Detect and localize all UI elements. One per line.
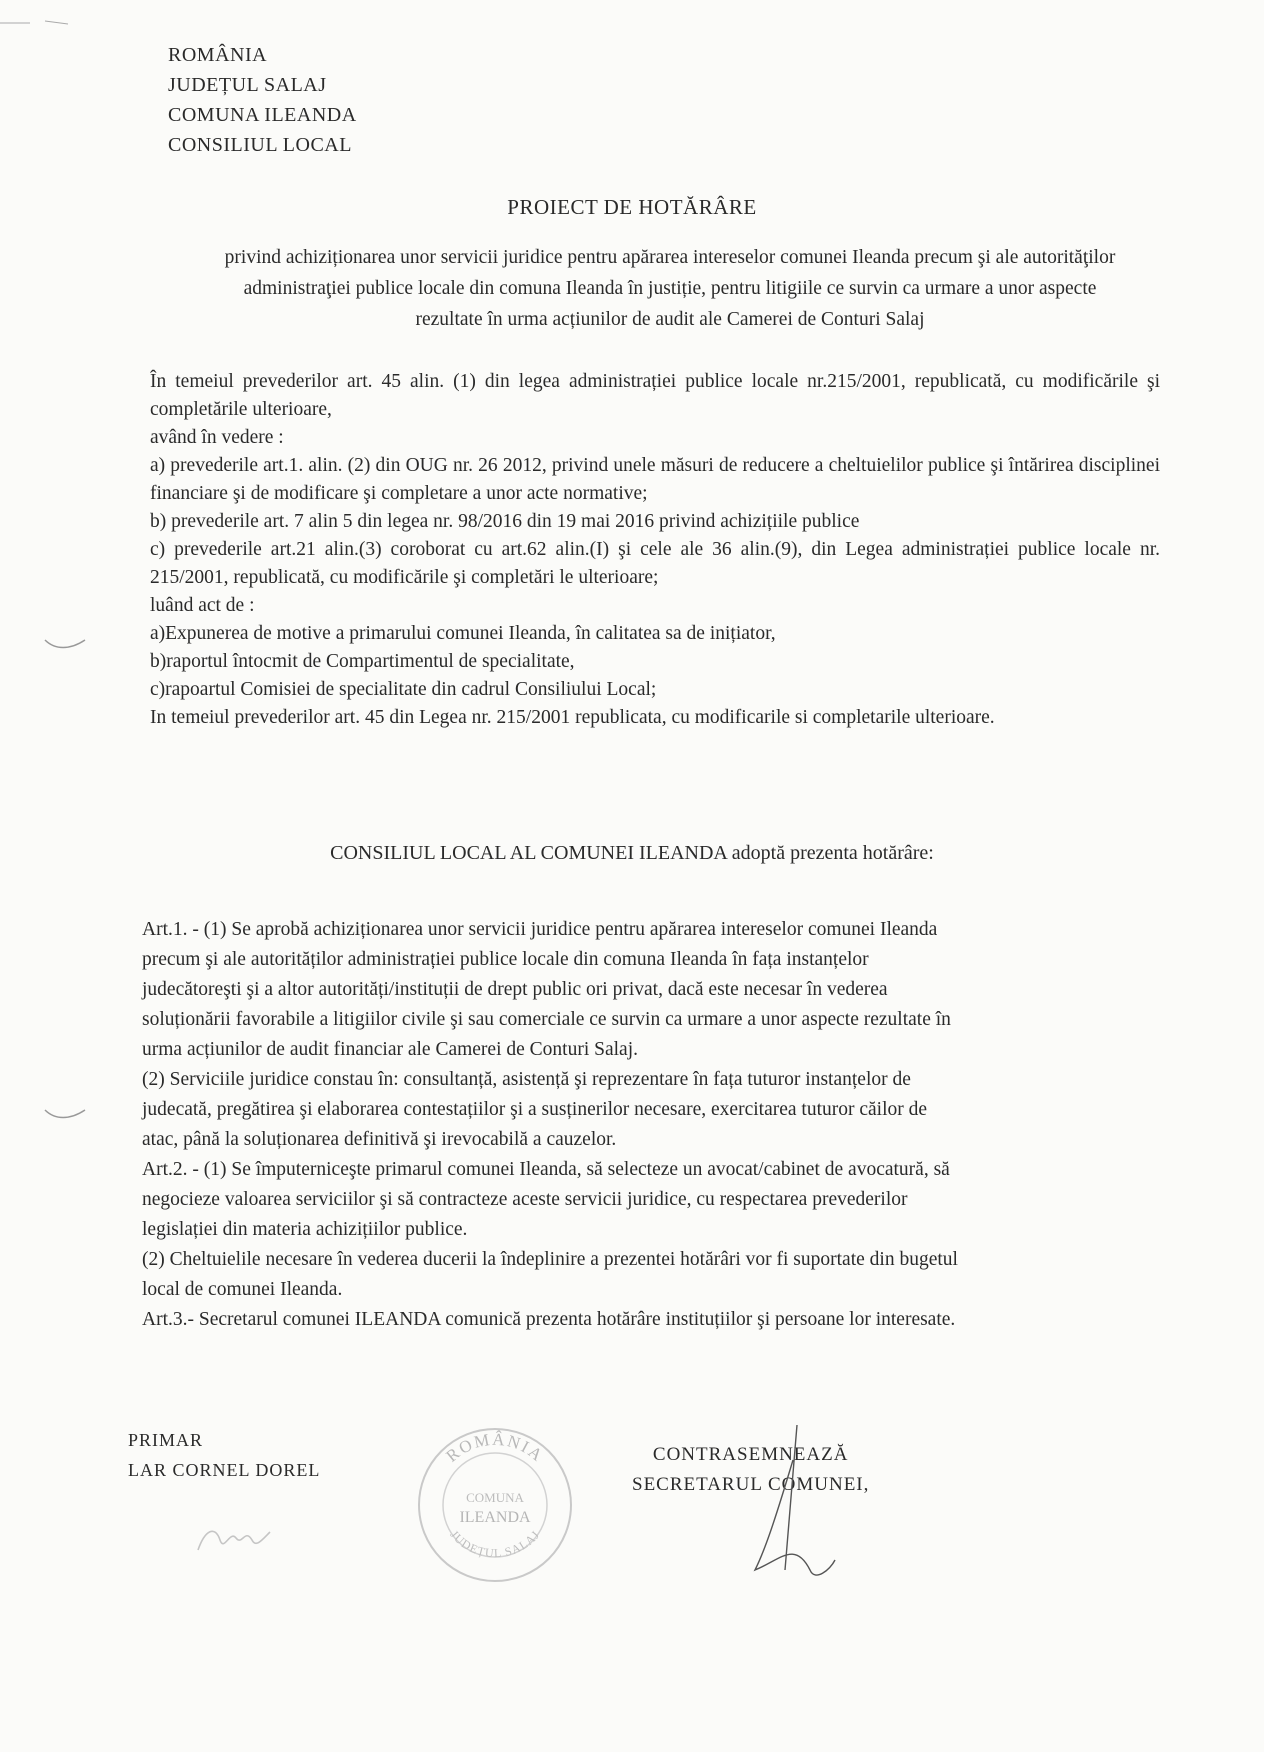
preamble-paragraph: luând act de : [150,595,255,616]
mayor-name: LAR CORNEL DOREL [128,1460,321,1480]
article-paragraph: Art.1. - (1) Se aprobă achiziționarea unor servicii juridice pentru apărarea intereselor comunei Ileanda precum şi ale autorităților administrației publice locale din comuna Ileanda în fața instanțelor judecătoreşti şi a altor autorități/instituții de drept public ori privat, dacă este necesar în vederea soluționării favorabile a litigiilor civile şi sau comerciale ce survin ca urmare a unor aspecte rezultate în urma acțiunilor de audit financiar ale Camerei de Conturi Salaj. [142,919,951,1060]
preamble-paragraph: In temeiul prevederilor art. 45 din Legea nr. 215/2001 republicata, cu modificarile si completarile ulterioare. [150,707,995,728]
article-paragraph: (2) Serviciile juridice constau în: consultanță, asistență şi reprezentare în fața tuturor instanțelor de judecată, pregătirea şi elaborarea contestațiilor şi a susținerilor necesare, exercitarea tuturor căilor de atac, până la soluționarea definitivă şi irevocabilă a cauzelor. [142,1069,928,1150]
header-council: CONSILIUL LOCAL [168,134,352,156]
scan-artifact [0,18,70,28]
margin-tick [40,1105,90,1125]
document-subject: privind achiziționarea unor servicii juridice pentru apărarea intereselor comunei Ileanda precum şi ale autorităţilor administraţiei publice locale din comuna Ileanda în justiție, pentru litigiile ce survin ca urmare a unor aspecte rezultate în urma acțiunilor de audit ale Camerei de Conturi Salaj [224,247,1116,330]
svg-text:ROMÂNIA [442,1430,547,1466]
countersign-label: CONTRASEMNEAZĂ [652,1444,849,1465]
institution-header [168,40,357,160]
header-county: JUDEȚUL SALAJ [168,74,327,96]
stamp-commune-text: ILEANDA [459,1509,531,1526]
stamp-bottom-text: JUDEȚUL SALAJ [447,1527,543,1561]
article-paragraph: (2) Cheltuielile necesare în vederea ducerii la îndeplinire a prezentei hotărâri vor fi suportate din bugetul local de comunei Ileanda. [142,1249,958,1300]
header-country: ROMÂNIA [168,44,268,66]
preamble-paragraph: În temeiul prevederilor art. 45 alin. (1) din legea administrației publice locale nr.215/2001, republicată, cu modificările şi completările ulterioare, [150,371,1160,420]
preamble [150,368,1160,732]
preamble-paragraph: b)raportul întocmit de Compartimentul de specialitate, [150,651,575,672]
header-commune: COMUNA ILEANDA [168,104,357,126]
preamble-paragraph: a)Expunerea de motive a primarului comunei Ileanda, în calitatea sa de inițiator, [150,623,776,644]
preamble-paragraph: a) prevederile art.1. alin. (2) din OUG nr. 26 2012, privind unele măsuri de reducere a cheltuielilor publice şi întărirea disciplinei financiare şi de modificare şi completare a unor acte normative; [150,455,1160,504]
mayor-role: PRIMAR [128,1430,204,1450]
adoption-statement: CONSILIUL LOCAL AL COMUNEI ILEANDA adoptă prezenta hotărâre: [330,842,934,864]
secretary-role: SECRETARUL COMUNEI, [632,1474,870,1495]
stamp-middle-text: COMUNA [466,1490,524,1505]
mayor-signature-block [128,1425,320,1485]
preamble-paragraph: c)rapoartul Comisiei de specialitate din cadrul Consiliului Local; [150,679,657,700]
official-stamp [410,1420,580,1590]
preamble-paragraph: c) prevederile art.21 alin.(3) coroborat cu art.62 alin.(I) şi cele ale 36 alin.(9), din Legea administrației publice locale nr. 215/2001, republicată, cu modificările şi completări le ulterioare; [150,539,1160,588]
article-paragraph: Art.2. - (1) Se împuterniceşte primarul comunei Ileanda, să selecteze un avocat/cabinet de avocatură, să negocieze valoarea serviciilor şi să contracteze aceste servicii juridice, cu respectarea prevederilor legislației din materia achizițiilor publice. [142,1159,950,1240]
document-title: PROIECT DE HOTĂRÂRE [507,195,757,219]
mayor-signature [190,1510,280,1570]
preamble-paragraph: având în vedere : [150,427,284,448]
article-paragraph: Art.3.- Secretarul comunei ILEANDA comunică prezenta hotărâre instituțiilor şi persoane lor interesate. [142,1309,956,1330]
preamble-paragraph: b) prevederile art. 7 alin 5 din legea nr. 98/2016 din 19 mai 2016 privind achizițiile publice [150,511,860,532]
stamp-top-text: ROMÂNIA [442,1429,548,1466]
margin-tick [40,635,90,655]
articles [142,915,962,1335]
svg-text:JUDEȚUL SALAJ [447,1528,542,1561]
secretary-signature [735,1420,845,1620]
